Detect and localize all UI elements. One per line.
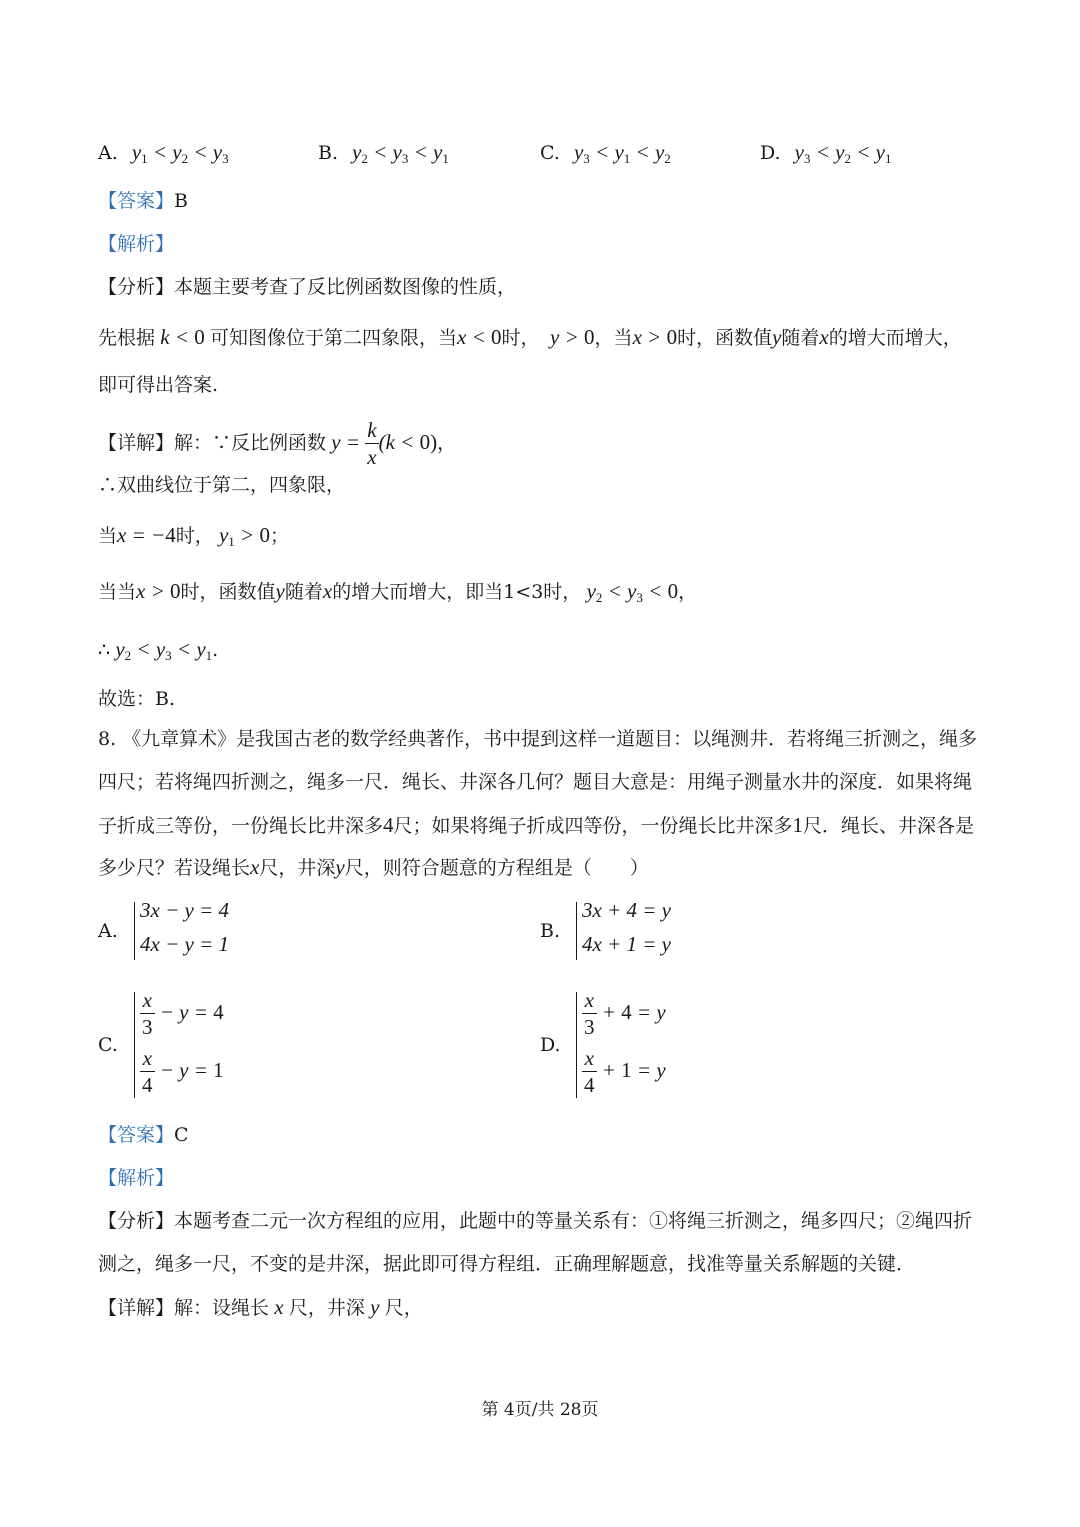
q7-line9: 故选：B.: [98, 688, 176, 710]
q7-option-c: [540, 140, 671, 167]
q7-detail: 【详解】解：∵反比例函数 y = $\frac{k}{x}$ (k < 0)，: [98, 418, 457, 469]
q8-stem-line2: 四尺；若将绳四折测之，绳多一尺．绳长、井深各几何？题目大意是：用绳子测量水井的深度．如果将绳: [98, 771, 973, 793]
q8-stem-line3: 子折成三等份，一份绳长比井深多4尺；如果将绳子折成四等份，一份绳长比井深多1尺．绳长、井深各是: [98, 813, 975, 837]
equation-1: $\frac{x}{3}$ + 4 = y: [584, 988, 666, 1039]
option-label: A.: [98, 142, 118, 164]
brace: [576, 992, 577, 1098]
option-label: D.: [760, 142, 781, 164]
equation-2: $\frac{x}{4}$ − y = 1: [142, 1046, 224, 1097]
detail-tag: 【详解】: [98, 1297, 175, 1319]
q8-stem-line4: 多少尺？若设绳长x尺，井深y尺，则符合题意的方程组是（ ）: [98, 855, 649, 879]
answer-value: C: [174, 1124, 189, 1146]
equation-2: 4x + 1 = y: [582, 932, 671, 956]
q7-line6: 当x = −4时， $y_1 > 0$；: [98, 523, 289, 549]
option-label: D.: [540, 1034, 561, 1056]
q7-analysis-tag: [98, 229, 174, 259]
option-expr: $y_3 < y_2 < y_1$: [794, 140, 892, 166]
q7-option-d: [760, 140, 891, 167]
analysis-tag: 【解析】: [98, 233, 175, 255]
page-footer: 第 4页/共 28页: [481, 1400, 599, 1420]
q8-option-b: [540, 898, 840, 968]
q7-option-b: [318, 140, 449, 167]
q8-stem-line1: 8. 《九章算术》是我国古老的数学经典著作，书中提到这样一道题目：以绳测井．若将绳三折测之，绳多: [98, 728, 978, 750]
option-label: A.: [98, 920, 118, 942]
fenxi-tag: 【分析】: [98, 1210, 175, 1232]
q7-answer: [98, 186, 188, 216]
q7-fenxi: [98, 272, 516, 302]
option-expr: $y_3 < y_1 < y_2$: [573, 140, 671, 166]
answer-value: B: [174, 190, 188, 212]
q7-line7: 当当x > 0时，函数值y随着x的增大而增大，即当1<3时， $y_2 < y_3 < 0$，: [98, 579, 698, 605]
q7-fenxi-line3: 即可得出答案.: [98, 374, 219, 396]
brace: [576, 902, 577, 960]
q7-line8: ∴ $y_2 < y_3 < y_1$.: [98, 637, 219, 663]
q8-fenxi-line1: 【分析】本题考查二元一次方程组的应用，此题中的等量关系有：①将绳三折测之，绳多四尺；②绳四折: [98, 1210, 973, 1232]
analysis-tag: 【解析】: [98, 1167, 175, 1189]
answer-tag: 【答案】: [98, 190, 175, 212]
fenxi-text: 本题主要考查了反比例函数图像的性质，: [174, 276, 517, 298]
brace: [134, 992, 135, 1098]
option-label: B.: [540, 920, 561, 942]
fenxi-tag: 【分析】: [98, 276, 175, 298]
option-label: C.: [98, 1034, 118, 1056]
fraction-k-over-x: $\frac{k}{x}$: [367, 418, 377, 469]
q8-analysis-tag: [98, 1163, 174, 1193]
equation-2: 4x − y = 1: [140, 932, 229, 956]
q8-option-c: [98, 990, 398, 1102]
equation-1: 3x + 4 = y: [582, 898, 671, 922]
option-label: C.: [540, 142, 560, 164]
q7-option-a: [98, 140, 229, 167]
equation-1: $\frac{x}{3}$ − y = 4: [142, 988, 224, 1039]
option-expr: $y_2 < y_3 < y_1$: [352, 140, 449, 166]
q8-option-a: [98, 898, 398, 968]
equation-2: $\frac{x}{4}$ + 1 = y: [584, 1046, 666, 1097]
q8-fenxi-line2: 测之，绳多一尺，不变的是井深，据此即可得方程组．正确理解题意，找准等量关系解题的关键．: [98, 1253, 916, 1275]
q8-detail: 【详解】解：设绳长 x 尺，井深 y 尺，: [98, 1295, 423, 1319]
q7-fenxi-line2: 先根据 k < 0 可知图像位于第二四象限，当x < 0时， y > 0，当x > 0时，函数值y随着x的增大而增大，: [98, 325, 962, 349]
q8-answer: [98, 1120, 189, 1150]
answer-tag: 【答案】: [98, 1124, 175, 1146]
detail-tag: 【详解】: [98, 432, 175, 454]
option-label: B.: [318, 142, 339, 164]
q7-line5: ∴双曲线位于第二，四象限，: [98, 474, 346, 496]
brace: [134, 902, 135, 960]
option-expr: $y_1 < y_2 < y_3$: [131, 140, 229, 166]
equation-1: 3x − y = 4: [140, 898, 229, 922]
q8-option-d: [540, 990, 840, 1102]
